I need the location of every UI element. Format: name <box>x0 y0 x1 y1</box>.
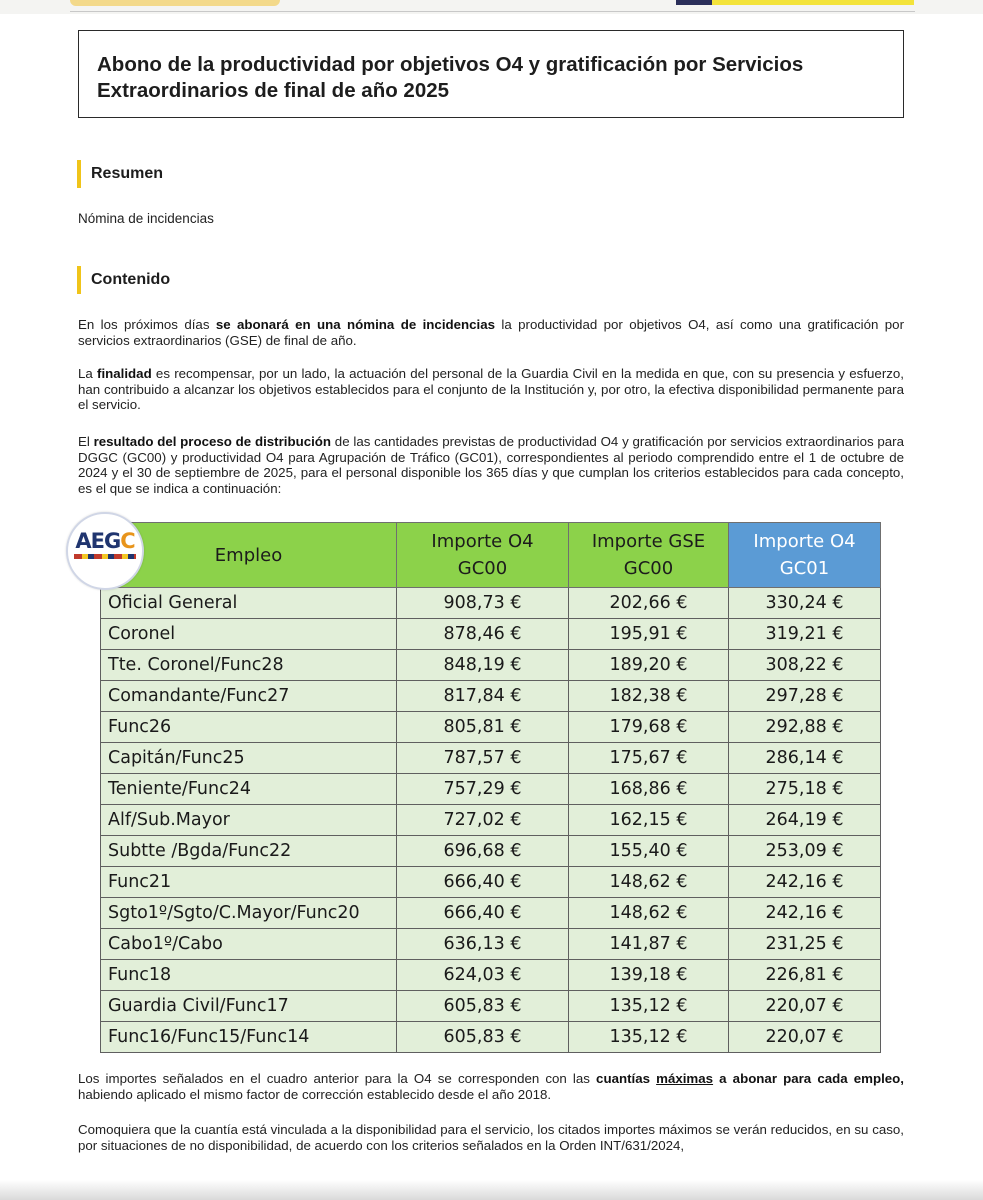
table-header-row <box>101 523 881 588</box>
bottom-page-shadow <box>0 1180 983 1200</box>
cell-o4-gc00: 605,83 € <box>397 1022 569 1053</box>
cell-gse-gc00: 202,66 € <box>569 588 729 619</box>
cell-o4-gc01: 231,25 € <box>729 929 881 960</box>
cell-empleo: Subtte /Bgda/Func22 <box>101 836 397 867</box>
cell-o4-gc00: 624,03 € <box>397 960 569 991</box>
table-row <box>101 991 881 1022</box>
cell-empleo: Coronel <box>101 619 397 650</box>
paragraph-4: Los importes señalados en el cuadro anterior para la O4 se corresponden con las cuantías máximas a abonar para cada empleo, habiendo aplicado el mismo factor de corrección establecido desde el año 2018. <box>78 1071 904 1102</box>
table-row <box>101 836 881 867</box>
paragraph-1: En los próximos días se abonará en una nómina de incidencias la productividad por objetivos O4, así como una gratificación por servicios extraordinarios (GSE) de final de año. <box>78 317 904 348</box>
cell-o4-gc00: 666,40 € <box>397 898 569 929</box>
top-header-strip <box>0 0 983 14</box>
header-empleo: Empleo <box>101 523 397 588</box>
table-row <box>101 1022 881 1053</box>
cell-empleo: Func18 <box>101 960 397 991</box>
cell-o4-gc00: 878,46 € <box>397 619 569 650</box>
cell-o4-gc00: 636,13 € <box>397 929 569 960</box>
cell-o4-gc01: 275,18 € <box>729 774 881 805</box>
cell-o4-gc00: 605,83 € <box>397 991 569 1022</box>
document-title: Abono de la productividad por objetivos O4 y gratificación por Servicios Extraordinarios de final de año 2025 <box>97 53 804 102</box>
cell-o4-gc00: 787,57 € <box>397 743 569 774</box>
resumen-text: Nómina de incidencias <box>78 211 214 226</box>
cell-empleo: Cabo1º/Cabo <box>101 929 397 960</box>
cell-o4-gc01: 292,88 € <box>729 712 881 743</box>
cell-o4-gc00: 848,19 € <box>397 650 569 681</box>
cell-empleo: Teniente/Func24 <box>101 774 397 805</box>
header-importe-gse-gc00: Importe GSE GC00 <box>569 523 729 588</box>
cell-gse-gc00: 148,62 € <box>569 867 729 898</box>
cell-gse-gc00: 139,18 € <box>569 960 729 991</box>
cell-o4-gc01: 226,81 € <box>729 960 881 991</box>
cell-o4-gc01: 220,07 € <box>729 1022 881 1053</box>
cell-gse-gc00: 155,40 € <box>569 836 729 867</box>
section-heading-resumen: Resumen <box>77 160 163 188</box>
header-emblem-edge <box>70 0 280 6</box>
cell-gse-gc00: 148,62 € <box>569 898 729 929</box>
table-row <box>101 898 881 929</box>
cell-empleo: Func26 <box>101 712 397 743</box>
title-box <box>78 30 904 118</box>
table-row <box>101 774 881 805</box>
table-row <box>101 743 881 774</box>
cell-o4-gc01: 220,07 € <box>729 991 881 1022</box>
cell-gse-gc00: 182,38 € <box>569 681 729 712</box>
cell-empleo: Alf/Sub.Mayor <box>101 805 397 836</box>
cell-gse-gc00: 168,86 € <box>569 774 729 805</box>
cell-gse-gc00: 135,12 € <box>569 991 729 1022</box>
cell-o4-gc00: 696,68 € <box>397 836 569 867</box>
paragraph-5: Comoquiera que la cuantía está vinculada a la disponibilidad para el servicio, los citados importes máximos se verán reducidos, en su caso, por situaciones de no disponibilidad, de acuerdo con los criterios señalados en la Orden INT/631/2024, <box>78 1122 904 1153</box>
cell-o4-gc01: 330,24 € <box>729 588 881 619</box>
cell-o4-gc01: 319,21 € <box>729 619 881 650</box>
aegc-logo: AEGC <box>66 512 144 590</box>
flag-strip <box>676 0 914 5</box>
cell-empleo: Capitán/Func25 <box>101 743 397 774</box>
cell-gse-gc00: 175,67 € <box>569 743 729 774</box>
cell-o4-gc00: 757,29 € <box>397 774 569 805</box>
table-row <box>101 588 881 619</box>
cell-o4-gc01: 242,16 € <box>729 867 881 898</box>
paragraph-2: La finalidad es recompensar, por un lado, la actuación del personal de la Guardia Civil en la medida en que, con su presencia y esfuerzo, han contribuido a alcanzar los objetivos establecidos para el conjunto de la Institución y, por otro, la efectiva disponibilidad permanente para el servicio. <box>78 366 904 413</box>
cell-empleo: Comandante/Func27 <box>101 681 397 712</box>
header-importe-o4-gc00: Importe O4 GC00 <box>397 523 569 588</box>
cell-o4-gc01: 242,16 € <box>729 898 881 929</box>
cell-o4-gc00: 727,02 € <box>397 805 569 836</box>
cell-empleo: Func21 <box>101 867 397 898</box>
cell-o4-gc01: 297,28 € <box>729 681 881 712</box>
cell-gse-gc00: 162,15 € <box>569 805 729 836</box>
section-heading-contenido: Contenido <box>77 266 170 294</box>
table-row <box>101 681 881 712</box>
cell-o4-gc00: 817,84 € <box>397 681 569 712</box>
paragraph-3: El resultado del proceso de distribución de las cantidades previstas de productividad O4 y gratificación por servicios extraordinarios para DGGC (GC00) y productividad O4 para Agrupación de Tráfico (GC01), correspondientes al periodo comprendido entre el 1 de octubre de 2024 y el 30 de septiembre de 2025, para el personal disponible los 365 días y que cumplan los criterios establecidos para cada concepto, es el que se indica a continuación: <box>78 434 904 496</box>
cell-o4-gc01: 253,09 € <box>729 836 881 867</box>
cell-empleo: Sgto1º/Sgto/C.Mayor/Func20 <box>101 898 397 929</box>
table-row <box>101 650 881 681</box>
cell-o4-gc01: 308,22 € <box>729 650 881 681</box>
table-row <box>101 619 881 650</box>
cell-gse-gc00: 189,20 € <box>569 650 729 681</box>
cell-o4-gc01: 286,14 € <box>729 743 881 774</box>
cell-gse-gc00: 179,68 € <box>569 712 729 743</box>
cell-empleo: Tte. Coronel/Func28 <box>101 650 397 681</box>
cell-o4-gc01: 264,19 € <box>729 805 881 836</box>
cell-o4-gc00: 908,73 € <box>397 588 569 619</box>
cell-empleo: Guardia Civil/Func17 <box>101 991 397 1022</box>
table-row <box>101 929 881 960</box>
payment-table <box>100 522 881 1053</box>
cell-gse-gc00: 195,91 € <box>569 619 729 650</box>
cell-empleo: Func16/Func15/Func14 <box>101 1022 397 1053</box>
table-row <box>101 805 881 836</box>
cell-gse-gc00: 141,87 € <box>569 929 729 960</box>
header-rule <box>70 11 915 12</box>
table-row <box>101 712 881 743</box>
cell-gse-gc00: 135,12 € <box>569 1022 729 1053</box>
table-row <box>101 867 881 898</box>
header-importe-o4-gc01: Importe O4 GC01 <box>729 523 881 588</box>
cell-o4-gc00: 666,40 € <box>397 867 569 898</box>
cell-o4-gc00: 805,81 € <box>397 712 569 743</box>
cell-empleo: Oficial General <box>101 588 397 619</box>
table-row <box>101 960 881 991</box>
